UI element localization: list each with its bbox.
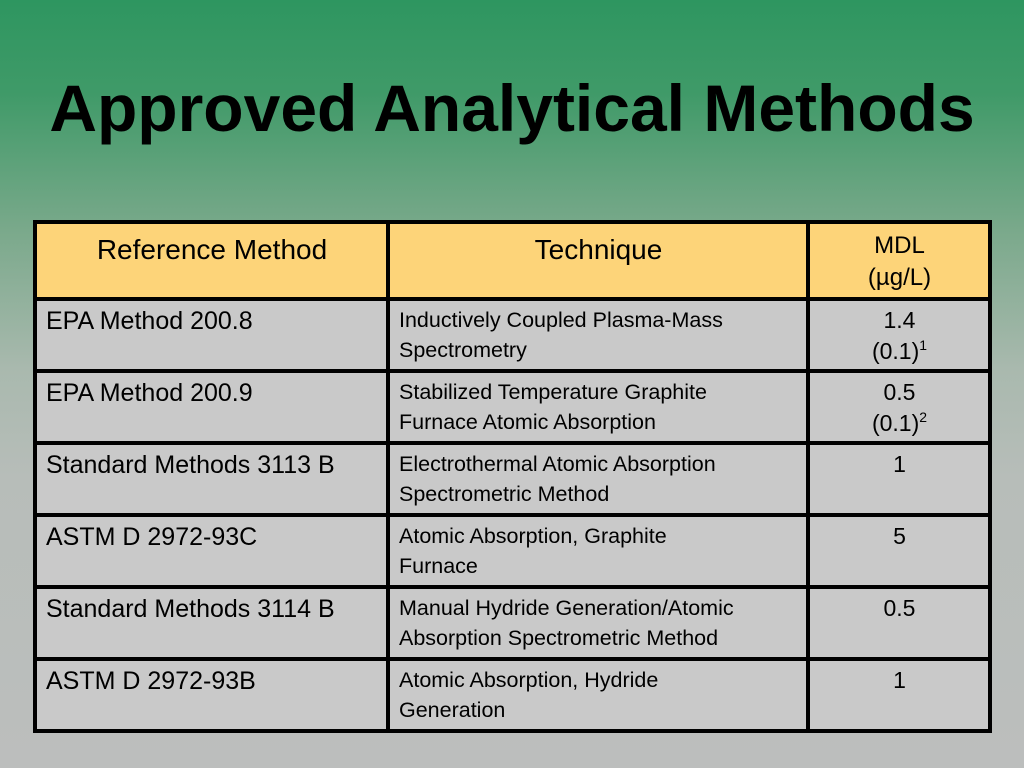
technique-line: Inductively Coupled Plasma-Mass (399, 308, 723, 332)
header-mdl-label: MDL (874, 232, 925, 259)
mdl-sub-value: (0.1) (871, 410, 920, 436)
header-technique: Technique (388, 222, 808, 299)
technique-line: Furnace (399, 554, 478, 578)
header-mdl (808, 222, 990, 299)
mdl-sub-value: (0.1) (871, 338, 920, 364)
table-row (35, 659, 990, 731)
table-row (35, 443, 990, 515)
technique-line: Manual Hydride Generation/Atomic (399, 596, 734, 620)
mdl-cell (808, 299, 990, 371)
mdl-cell (808, 587, 990, 659)
technique-cell (388, 371, 808, 443)
technique-line: Stabilized Temperature Graphite (399, 380, 707, 404)
technique-line: Atomic Absorption, Hydride (399, 668, 659, 692)
mdl-cell (808, 443, 990, 515)
mdl-cell (808, 659, 990, 731)
technique-line: Spectrometric Method (399, 482, 610, 506)
technique-cell (388, 587, 808, 659)
table-row (35, 515, 990, 587)
methods-table (33, 220, 992, 733)
reference-cell: EPA Method 200.8 (35, 299, 388, 371)
technique-line: Furnace Atomic Absorption (399, 410, 656, 434)
reference-cell: Standard Methods 3114 B (35, 587, 388, 659)
technique-line: Atomic Absorption, Graphite (399, 524, 667, 548)
mdl-value: 1.4 (883, 307, 916, 333)
technique-line: Generation (399, 698, 506, 722)
reference-cell: EPA Method 200.9 (35, 371, 388, 443)
technique-line: Spectrometry (399, 338, 527, 362)
mdl-value: 0.5 (883, 595, 916, 621)
mdl-value: 1 (893, 451, 906, 477)
header-reference-method: Reference Method (35, 222, 388, 299)
reference-cell: ASTM D 2972-93B (35, 659, 388, 731)
slide-title: Approved Analytical Methods (49, 71, 975, 145)
mdl-cell (808, 371, 990, 443)
mdl-cell (808, 515, 990, 587)
footnote-marker: 2 (919, 409, 928, 425)
header-mdl-unit: (µg/L) (867, 264, 932, 291)
table-header-row (35, 222, 990, 299)
technique-line: Electrothermal Atomic Absorption (399, 452, 716, 476)
technique-cell (388, 299, 808, 371)
reference-cell: Standard Methods 3113 B (35, 443, 388, 515)
technique-cell (388, 443, 808, 515)
mdl-value: 0.5 (883, 379, 916, 405)
mdl-value: 5 (893, 523, 906, 549)
technique-line: Absorption Spectrometric Method (399, 626, 719, 650)
table-row (35, 299, 990, 371)
technique-cell (388, 515, 808, 587)
reference-cell: ASTM D 2972-93C (35, 515, 388, 587)
mdl-value: 1 (893, 667, 906, 693)
table-row (35, 587, 990, 659)
table-row (35, 371, 990, 443)
technique-cell (388, 659, 808, 731)
footnote-marker: 1 (919, 337, 928, 353)
